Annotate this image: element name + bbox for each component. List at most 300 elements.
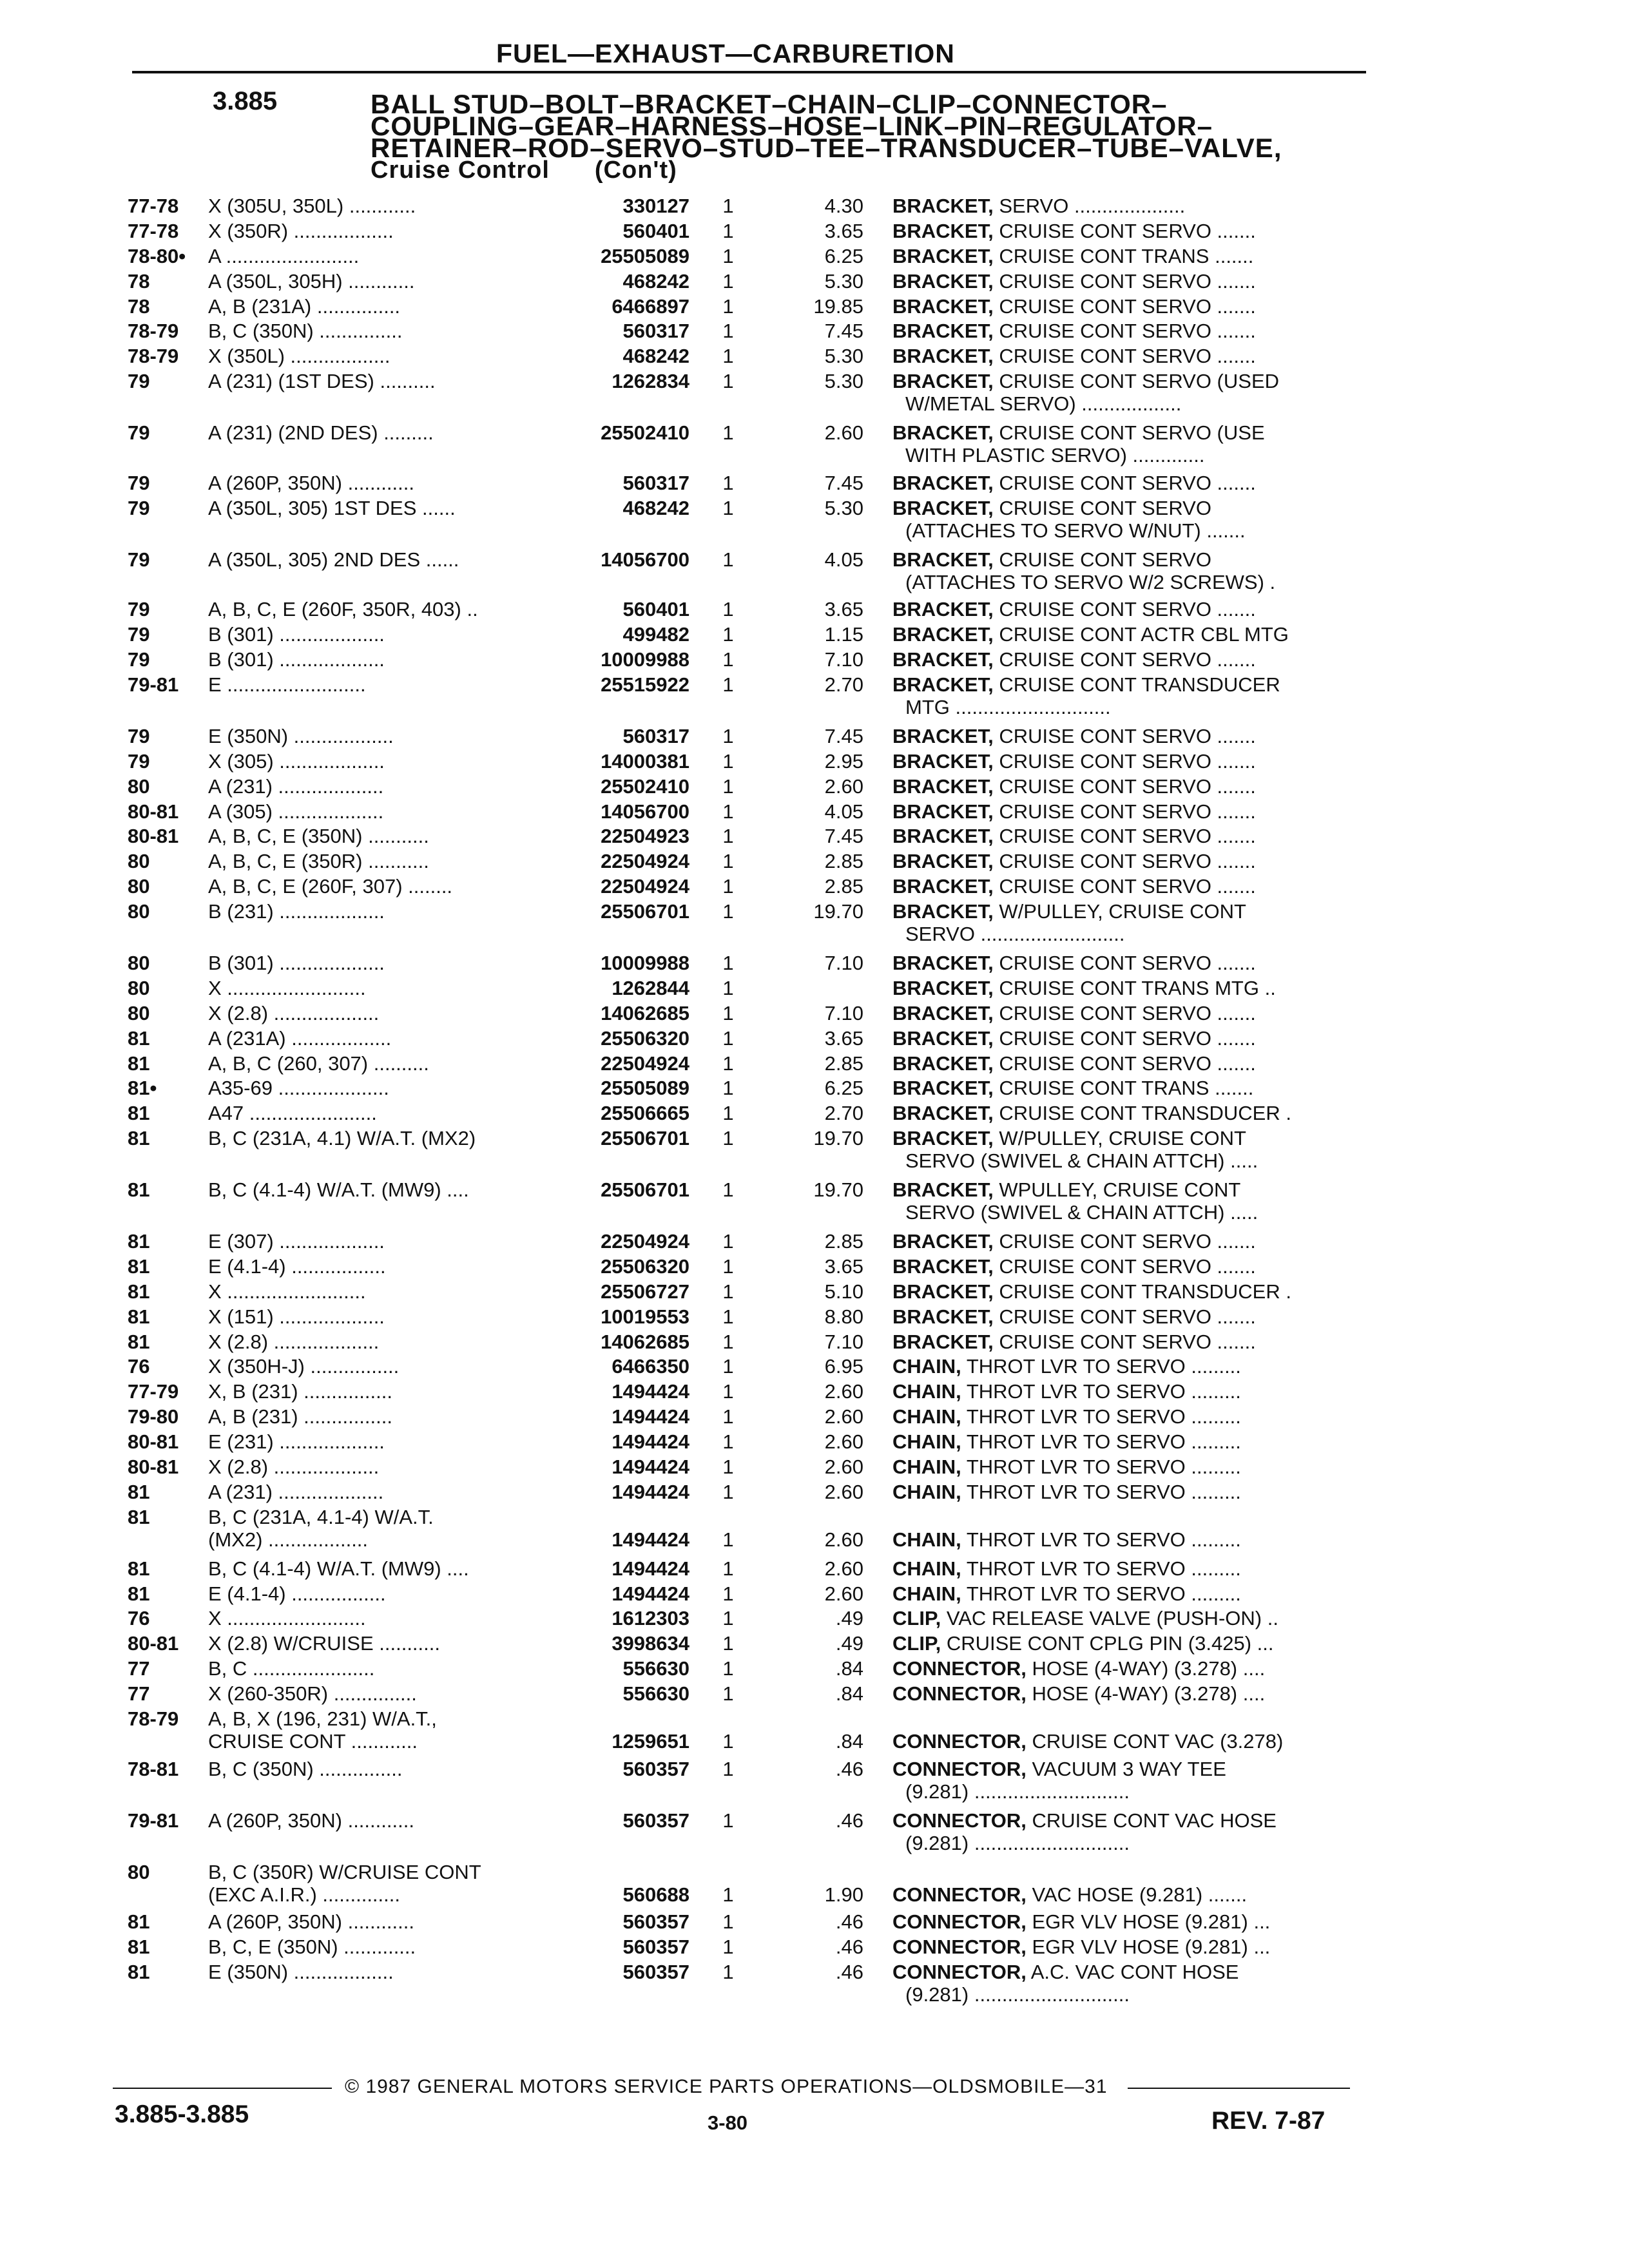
price: .46 [835, 1936, 863, 1959]
part-name: BRACKET, [892, 1178, 994, 1202]
price: 19.70 [813, 900, 863, 923]
part-description: CRUISE CONT TRANSDUCER . [999, 1102, 1291, 1125]
description [892, 1279, 1356, 1305]
model-year: 79-81 [128, 1809, 179, 1832]
part-description: CRUISE CONT SERVO ....... [999, 952, 1256, 975]
part-name: BRACKET, [892, 1305, 994, 1328]
part-number: 22504923 [601, 825, 689, 848]
price: 2.85 [824, 1230, 863, 1253]
price: .49 [835, 1607, 863, 1630]
part-name: BRACKET, [892, 496, 994, 519]
description [892, 899, 1356, 925]
part-number: 25502410 [601, 774, 689, 798]
part-number: 10019553 [601, 1305, 689, 1328]
application-cont: CRUISE CONT ............ [208, 1729, 418, 1753]
part-name: BRACKET, [892, 421, 994, 445]
application: B, C (350R) W/CRUISE CONT [208, 1860, 481, 1883]
quantity: 1 [722, 1657, 734, 1680]
part-description: THROT LVR TO SERVO ......... [966, 1455, 1241, 1478]
price: 7.45 [824, 724, 863, 747]
description-cont: SERVO (SWIVEL & CHAIN ATTCH) ..... [905, 1149, 1258, 1173]
part-description: CRUISE CONT SERVO ....... [999, 320, 1256, 343]
description [892, 1026, 1356, 1052]
application: E ......................... [208, 673, 366, 697]
price: 2.60 [824, 1405, 863, 1428]
part-number: 499482 [622, 623, 689, 646]
model-year: 81 [128, 1480, 150, 1503]
description [892, 622, 1356, 648]
parts-row [0, 420, 1629, 466]
part-name: BRACKET, [892, 825, 994, 848]
quantity: 1 [722, 952, 734, 975]
parts-row [0, 1959, 1629, 2006]
model-year: 79-81 [128, 673, 179, 697]
application: X (305U, 350L) ............ [208, 195, 416, 217]
part-description: THROT LVR TO SERVO ......... [966, 1528, 1241, 1551]
part-name: CHAIN, [892, 1582, 961, 1605]
application: X ......................... [208, 1607, 366, 1630]
part-number: 1262834 [612, 370, 689, 393]
part-description: CRUISE CONT SERVO ....... [999, 219, 1256, 242]
part-name: CONNECTOR, [892, 1729, 1027, 1753]
part-number: 25506727 [601, 1280, 689, 1303]
application: X (2.8) ................... [208, 1455, 380, 1478]
part-description: CRUISE CONT SERVO ....... [999, 1052, 1256, 1075]
part-name: CONNECTOR, [892, 1682, 1027, 1706]
model-year: 81 [128, 1280, 150, 1303]
footer-revision: REV. 7-87 [1211, 2107, 1325, 2135]
model-year: 78-79 [128, 320, 179, 343]
description [892, 1527, 1356, 1553]
part-description: W/PULLEY, CRUISE CONT [999, 1127, 1246, 1150]
price: 4.05 [824, 800, 863, 823]
quantity: 1 [722, 244, 734, 267]
quantity: 1 [722, 294, 734, 318]
parts-row [0, 1756, 1629, 1803]
quantity: 1 [722, 648, 734, 671]
quantity: 1 [722, 1757, 734, 1780]
application-cont: (MX2) .................. [208, 1528, 369, 1551]
quantity: 1 [722, 1330, 734, 1353]
model-year: 81 [128, 1254, 150, 1278]
application: A47 ....................... [208, 1102, 377, 1125]
part-name: BRACKET, [892, 1077, 994, 1100]
quantity: 1 [722, 598, 734, 621]
part-description: THROT LVR TO SERVO ......... [966, 1557, 1241, 1580]
application: X (350L) .................. [208, 345, 390, 368]
quantity: 1 [722, 800, 734, 823]
part-number: 25515922 [601, 673, 689, 697]
price: 4.05 [824, 548, 863, 571]
quantity: 1 [722, 875, 734, 898]
part-description: CRUISE CONT TRANS MTG .. [999, 976, 1276, 999]
model-year: 79 [128, 623, 150, 646]
model-year: 78-81 [128, 1757, 179, 1780]
part-number: 1262844 [612, 976, 689, 999]
model-year: 77 [128, 1682, 150, 1706]
quantity: 1 [722, 850, 734, 873]
price: 7.10 [824, 952, 863, 975]
application: X (2.8) ................... [208, 1001, 380, 1024]
part-description: THROT LVR TO SERVO ......... [966, 1430, 1241, 1454]
application: A, B (231) ................ [208, 1405, 392, 1428]
model-year: 80 [128, 850, 150, 873]
part-description: CRUISE CONT SERVO ....... [999, 1230, 1256, 1253]
footer-copyright: © 1987 GENERAL MOTORS SERVICE PARTS OPERATIONS—OLDSMOBILE—31 [345, 2076, 1108, 2097]
parts-row [0, 1706, 1629, 1753]
part-number: 1494424 [612, 1430, 689, 1454]
description [892, 1254, 1356, 1280]
part-name: BRACKET, [892, 774, 994, 798]
part-number: 1494424 [612, 1405, 689, 1428]
application: A (231) (2ND DES) ......... [208, 421, 434, 445]
model-year: 80 [128, 774, 150, 798]
part-description: EGR VLV HOSE (9.281) ... [1032, 1910, 1271, 1934]
model-year: 81 [128, 1961, 150, 1984]
quantity: 1 [722, 749, 734, 773]
part-description: CRUISE CONT TRANS ....... [999, 1077, 1254, 1100]
part-number: 3998634 [612, 1632, 689, 1655]
price: 19.70 [813, 1178, 863, 1202]
application: X (350H-J) ................ [208, 1355, 400, 1378]
part-number: 1494424 [612, 1480, 689, 1503]
part-number: 25506320 [601, 1026, 689, 1050]
description [892, 1329, 1356, 1355]
model-year: 78-79 [128, 345, 179, 368]
part-description: CRUISE CONT VAC (3.278) [1032, 1729, 1284, 1753]
application: X ......................... [208, 1280, 366, 1303]
price: 2.85 [824, 875, 863, 898]
part-name: BRACKET, [892, 1230, 994, 1253]
price: 5.30 [824, 345, 863, 368]
quantity: 1 [722, 1480, 734, 1503]
section-title-line: RETAINER–ROD–SERVO–STUD–TEE–TRANSDUCER–TUBE–VALVE, [371, 133, 1282, 163]
part-number: 560317 [622, 724, 689, 747]
model-year: 80 [128, 1001, 150, 1024]
description [892, 547, 1356, 573]
part-name: BRACKET, [892, 244, 994, 267]
model-year: 79 [128, 496, 150, 519]
quantity: 1 [722, 1607, 734, 1630]
description [892, 343, 1356, 369]
part-description: CRUISE CONT SERVO ....... [999, 345, 1256, 368]
description [892, 218, 1356, 244]
quantity: 1 [722, 1102, 734, 1125]
quantity: 1 [722, 496, 734, 519]
application: X (151) ................... [208, 1305, 385, 1328]
description-cont: W/METAL SERVO) .................. [905, 392, 1182, 416]
price: 7.45 [824, 825, 863, 848]
price: 6.25 [824, 244, 863, 267]
footer-section-range: 3.885-3.885 [115, 2100, 249, 2128]
part-name: CONNECTOR, [892, 1936, 1027, 1959]
description [892, 749, 1356, 774]
description [892, 1606, 1356, 1631]
quantity: 1 [722, 1026, 734, 1050]
description [892, 470, 1356, 496]
part-name: BRACKET, [892, 976, 994, 999]
part-number: 25505089 [601, 1077, 689, 1100]
price: 2.60 [824, 1557, 863, 1580]
part-name: BRACKET, [892, 850, 994, 873]
model-year: 79 [128, 648, 150, 671]
part-name: CONNECTOR, [892, 1809, 1027, 1832]
page-header-title: FUEL—EXHAUST—CARBURETION [496, 39, 955, 68]
part-name: CHAIN, [892, 1405, 961, 1428]
quantity: 1 [722, 1632, 734, 1655]
part-name: CHAIN, [892, 1480, 961, 1503]
part-number: 25506320 [601, 1254, 689, 1278]
model-year: 78 [128, 269, 150, 293]
description [892, 420, 1356, 446]
price: 7.45 [824, 471, 863, 494]
section-title-line: BALL STUD–BOLT–BRACKET–CHAIN–CLIP–CONNECTOR– [371, 89, 1168, 119]
part-description: THROT LVR TO SERVO ......... [966, 1582, 1241, 1605]
description [892, 1631, 1356, 1657]
part-number: 6466350 [612, 1355, 689, 1378]
description [892, 1934, 1356, 1960]
application: B, C (350N) ............... [208, 1757, 403, 1780]
quantity: 1 [722, 1001, 734, 1024]
part-number: 25506701 [601, 1127, 689, 1150]
application: A (350L, 305H) ............ [208, 269, 415, 293]
price: 2.60 [824, 774, 863, 798]
application: A (260P, 350N) ............ [208, 1910, 414, 1934]
part-description: CRUISE CONT SERVO ....... [999, 1330, 1256, 1353]
description [892, 193, 1356, 219]
part-number: 560317 [622, 471, 689, 494]
quantity: 1 [722, 1178, 734, 1202]
part-description: CRUISE CONT SERVO ....... [999, 294, 1256, 318]
application: X (2.8) W/CRUISE ........... [208, 1632, 440, 1655]
part-name: BRACKET, [892, 1001, 994, 1024]
part-name: CHAIN, [892, 1430, 961, 1454]
quantity: 1 [722, 1305, 734, 1328]
part-number: 556630 [622, 1657, 689, 1680]
price: 2.60 [824, 1582, 863, 1605]
price: 2.60 [824, 1455, 863, 1478]
quantity: 1 [722, 1077, 734, 1100]
part-number: 25505089 [601, 244, 689, 267]
header-rule [132, 71, 1366, 73]
price: 5.30 [824, 370, 863, 393]
price: 19.85 [813, 294, 863, 318]
model-year: 77-79 [128, 1380, 179, 1403]
description [892, 1581, 1356, 1607]
part-name: BRACKET, [892, 1127, 994, 1150]
model-year: 78-80• [128, 244, 186, 267]
description [892, 724, 1356, 749]
part-number: 25506701 [601, 900, 689, 923]
section-number: 3.885 [213, 87, 278, 115]
description [892, 1909, 1356, 1935]
part-description: CRUISE CONT SERVO (USED [999, 370, 1280, 393]
part-number: 25502410 [601, 421, 689, 445]
description [892, 1556, 1356, 1582]
price: 19.70 [813, 1127, 863, 1150]
description [892, 1479, 1356, 1505]
part-number: 22504924 [601, 1230, 689, 1253]
part-number: 556630 [622, 1682, 689, 1706]
price: 1.15 [824, 623, 863, 646]
parts-row [0, 495, 1629, 542]
part-number: 14062685 [601, 1001, 689, 1024]
part-number: 560401 [622, 219, 689, 242]
part-description: CRUISE CONT SERVO ....... [999, 774, 1256, 798]
quantity: 1 [722, 320, 734, 343]
part-description: CRUISE CONT SERVO ....... [999, 471, 1256, 494]
part-number: 22504924 [601, 850, 689, 873]
description [892, 1075, 1356, 1101]
model-year: 78 [128, 294, 150, 318]
part-description: VAC RELEASE VALVE (PUSH-ON) .. [946, 1607, 1278, 1630]
description [892, 1882, 1356, 1908]
application: B (301) ................... [208, 952, 385, 975]
part-number: 22504924 [601, 875, 689, 898]
part-description: THROT LVR TO SERVO ......... [966, 1355, 1241, 1378]
application: A (305) ................... [208, 800, 384, 823]
price: .46 [835, 1757, 863, 1780]
part-name: BRACKET, [892, 648, 994, 671]
price: 6.95 [824, 1355, 863, 1378]
part-name: CONNECTOR, [892, 1910, 1027, 1934]
model-year: 81 [128, 1230, 150, 1253]
application: B, C ...................... [208, 1657, 375, 1680]
part-number: 14056700 [601, 548, 689, 571]
part-description: CRUISE CONT SERVO ....... [999, 749, 1256, 773]
price: 7.10 [824, 648, 863, 671]
part-name: BRACKET, [892, 294, 994, 318]
part-name: CHAIN, [892, 1380, 961, 1403]
part-number: 14056700 [601, 800, 689, 823]
model-year: 79-80 [128, 1405, 179, 1428]
part-name: BRACKET, [892, 598, 994, 621]
part-description: CRUISE CONT SERVO ....... [999, 800, 1256, 823]
price: .84 [835, 1729, 863, 1753]
model-year: 79 [128, 421, 150, 445]
part-number: 560688 [622, 1883, 689, 1906]
model-year: 80-81 [128, 1455, 179, 1478]
description-cont: (9.281) ............................ [905, 1831, 1130, 1854]
quantity: 1 [722, 1582, 734, 1605]
parts-row [0, 672, 1629, 718]
part-name: BRACKET, [892, 623, 994, 646]
description [892, 1126, 1356, 1151]
parts-row [0, 547, 1629, 593]
model-year: 81 [128, 1178, 150, 1202]
model-year: 81 [128, 1557, 150, 1580]
part-description: WPULLEY, CRUISE CONT [999, 1178, 1241, 1202]
application-cont: (EXC A.I.R.) .............. [208, 1883, 400, 1906]
part-description: CRUISE CONT ACTR CBL MTG [999, 623, 1289, 646]
quantity: 1 [722, 1455, 734, 1478]
part-name: BRACKET, [892, 195, 994, 217]
model-year: 79 [128, 548, 150, 571]
description [892, 1656, 1356, 1682]
quantity: 1 [722, 1254, 734, 1278]
application: A, B, C, E (260F, 350R, 403) .. [208, 598, 478, 621]
price: 7.10 [824, 1330, 863, 1353]
description [892, 975, 1356, 1001]
parts-row [0, 1504, 1629, 1551]
price: 7.45 [824, 320, 863, 343]
part-name: CHAIN, [892, 1355, 961, 1378]
part-description: CRUISE CONT SERVO ....... [999, 724, 1256, 747]
application: X (305) ................... [208, 749, 385, 773]
application: E (4.1-4) ................. [208, 1254, 386, 1278]
description-cont: (9.281) ............................ [905, 1983, 1130, 2006]
application: A (260P, 350N) ............ [208, 1809, 414, 1832]
price: 2.60 [824, 421, 863, 445]
part-description: W/PULLEY, CRUISE CONT [999, 900, 1246, 923]
parts-row [0, 1860, 1629, 1906]
part-name: BRACKET, [892, 900, 994, 923]
part-number: 1259651 [612, 1729, 689, 1753]
part-name: BRACKET, [892, 548, 994, 571]
quantity: 1 [722, 1883, 734, 1906]
quantity: 1 [722, 1405, 734, 1428]
application: B (301) ................... [208, 648, 385, 671]
application: X, B (231) ................ [208, 1380, 392, 1403]
model-year: 80 [128, 1860, 150, 1883]
price: 2.70 [824, 1102, 863, 1125]
quantity: 1 [722, 1936, 734, 1959]
part-name: CONNECTOR, [892, 1883, 1027, 1906]
application: X (260-350R) ............... [208, 1682, 417, 1706]
description-cont: (ATTACHES TO SERVO W/NUT) ....... [905, 519, 1246, 542]
part-number: 1494424 [612, 1455, 689, 1478]
model-year: 79 [128, 471, 150, 494]
description [892, 294, 1356, 320]
model-year: 78-79 [128, 1707, 179, 1730]
application: X (350R) .................. [208, 219, 394, 242]
model-year: 76 [128, 1355, 150, 1378]
model-year: 81 [128, 1052, 150, 1075]
description [892, 369, 1356, 394]
description [892, 799, 1356, 825]
part-name: BRACKET, [892, 370, 994, 393]
part-number: 1494424 [612, 1380, 689, 1403]
quantity: 1 [722, 269, 734, 293]
quantity: 1 [722, 1961, 734, 1984]
part-name: BRACKET, [892, 1102, 994, 1125]
description [892, 1808, 1356, 1834]
application: B, C (350N) ............... [208, 320, 403, 343]
price: 7.10 [824, 1001, 863, 1024]
price: 3.65 [824, 1026, 863, 1050]
description-cont: SERVO (SWIVEL & CHAIN ATTCH) ..... [905, 1201, 1258, 1224]
part-number: 22504924 [601, 1052, 689, 1075]
part-number: 468242 [622, 269, 689, 293]
part-number: 14062685 [601, 1330, 689, 1353]
part-name: CONNECTOR, [892, 1961, 1027, 1984]
model-year: 80-81 [128, 825, 179, 848]
description [892, 849, 1356, 874]
model-year: 81 [128, 1330, 150, 1353]
model-year: 81 [128, 1505, 150, 1528]
part-description: CRUISE CONT TRANS ....... [999, 244, 1254, 267]
price: 2.60 [824, 1480, 863, 1503]
part-number: 330127 [622, 195, 689, 217]
part-description: CRUISE CONT SERVO ....... [999, 648, 1256, 671]
application: A35-69 .................... [208, 1077, 389, 1100]
part-name: BRACKET, [892, 875, 994, 898]
description [892, 1379, 1356, 1405]
application: B (301) ................... [208, 623, 385, 646]
parts-row [0, 1177, 1629, 1224]
description [892, 1959, 1356, 1985]
quantity: 1 [722, 1230, 734, 1253]
